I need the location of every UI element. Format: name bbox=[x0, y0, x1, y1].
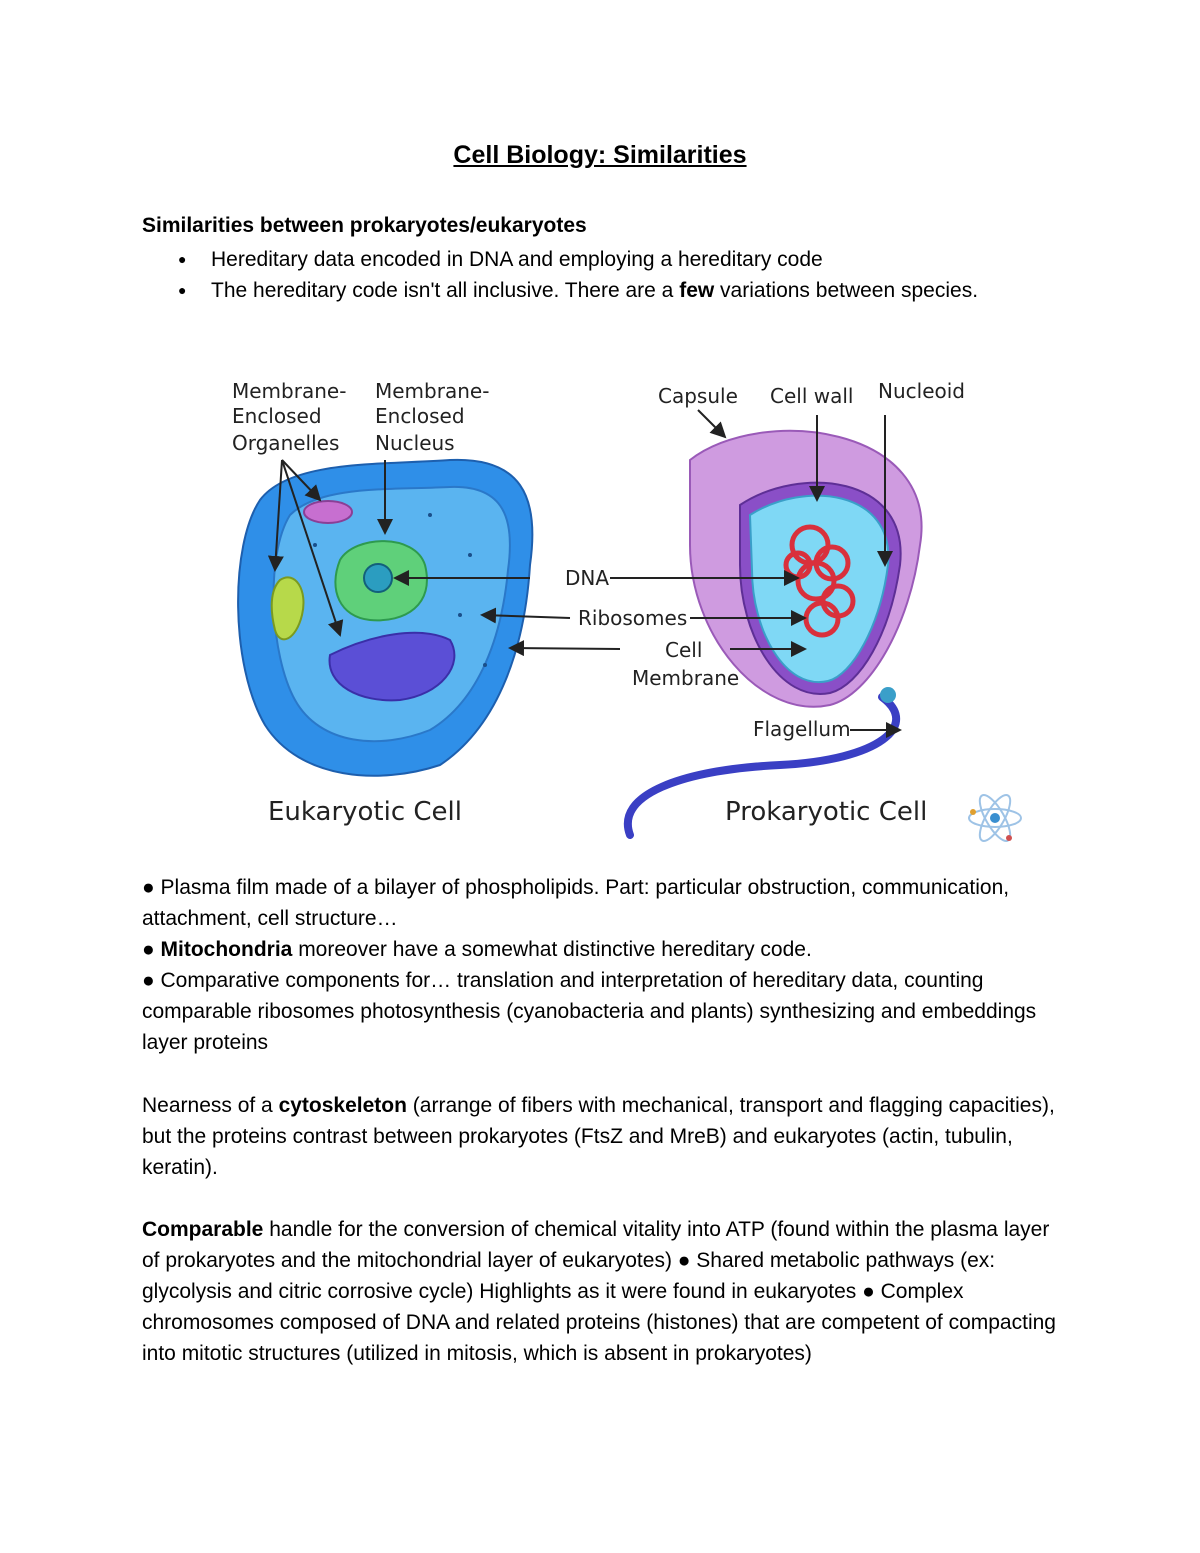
dna-nucleus-shape bbox=[364, 564, 392, 592]
label-flagellum: Flagellum bbox=[753, 717, 851, 741]
page-title: Cell Biology: Similarities bbox=[453, 141, 747, 169]
prokaryotic-cell-illustration bbox=[628, 431, 922, 835]
label-membrane-organelles-3: Organelles bbox=[232, 431, 340, 455]
body-paragraph-3: Comparable handle for the conversion of chemical vitality into ATP (found within the plasma layer of prokaryotes and the mitochondrial layer of eukaryotes) ● Shared metabolic pathways (ex: glycolysis and citric corrosive cycle) Highlights as it were found in eukaryotes ● Complex chromosomes composed of DNA and related proteins (histones) that are competent of compacting into mitotic structures (utilized in mitosis, which is absent in prokaryotes) bbox=[142, 1218, 1056, 1365]
label-cell-membrane-2: Membrane bbox=[632, 666, 740, 690]
list-item: ● The hereditary code isn't all inclusive. There are a few variations between species. bbox=[142, 275, 1022, 306]
label-ribosomes: Ribosomes bbox=[578, 606, 688, 630]
label-membrane-nucleus-1: Membrane- bbox=[375, 379, 490, 403]
bullet-glyph: ● bbox=[178, 251, 187, 267]
list-item: ● Hereditary data encoded in DNA and employing a hereditary code bbox=[142, 244, 1022, 275]
label-prokaryotic-cell: Prokaryotic Cell bbox=[725, 797, 928, 827]
label-dna: DNA bbox=[565, 566, 610, 590]
label-membrane-nucleus-3: Nucleus bbox=[375, 431, 455, 455]
similarity-list bbox=[142, 244, 1022, 306]
mitochondria-shape bbox=[304, 501, 352, 523]
body-paragraph-1: ● Plasma film made of a bilayer of phospholipids. Part: particular obstruction, communication, attachment, cell structure… ● Mitochondria moreover have a somewhat distinctive hereditary code. ● Comparative components for… translation and interpretation of hereditary data, counting comparable ribosomes photosynthesis (cyanobacteria and plants) synthesizing and embeddings layer proteins bbox=[142, 876, 1037, 1054]
label-cell-membrane-1: Cell bbox=[665, 638, 703, 662]
label-membrane-organelles-1: Membrane- bbox=[232, 379, 347, 403]
label-capsule: Capsule bbox=[658, 384, 738, 408]
atom-icon bbox=[969, 791, 1021, 845]
label-nucleoid: Nucleoid bbox=[878, 379, 965, 403]
bullet-glyph: ● bbox=[178, 282, 187, 298]
label-membrane-organelles-2: Enclosed bbox=[232, 404, 322, 428]
label-eukaryotic-cell: Eukaryotic Cell bbox=[268, 797, 462, 827]
body-paragraph-2: Nearness of a cytoskeleton (arrange of fibers with mechanical, transport and flagging capacities), but the proteins contrast between prokaryotes (FtsZ and MreB) and eukaryotes (actin, tubulin, keratin). bbox=[142, 1094, 1055, 1179]
cell-comparison-figure bbox=[220, 365, 1030, 845]
section-heading: Similarities between prokaryotes/eukaryotes bbox=[142, 214, 587, 237]
label-cell-wall: Cell wall bbox=[770, 384, 854, 408]
label-membrane-nucleus-2: Enclosed bbox=[375, 404, 465, 428]
